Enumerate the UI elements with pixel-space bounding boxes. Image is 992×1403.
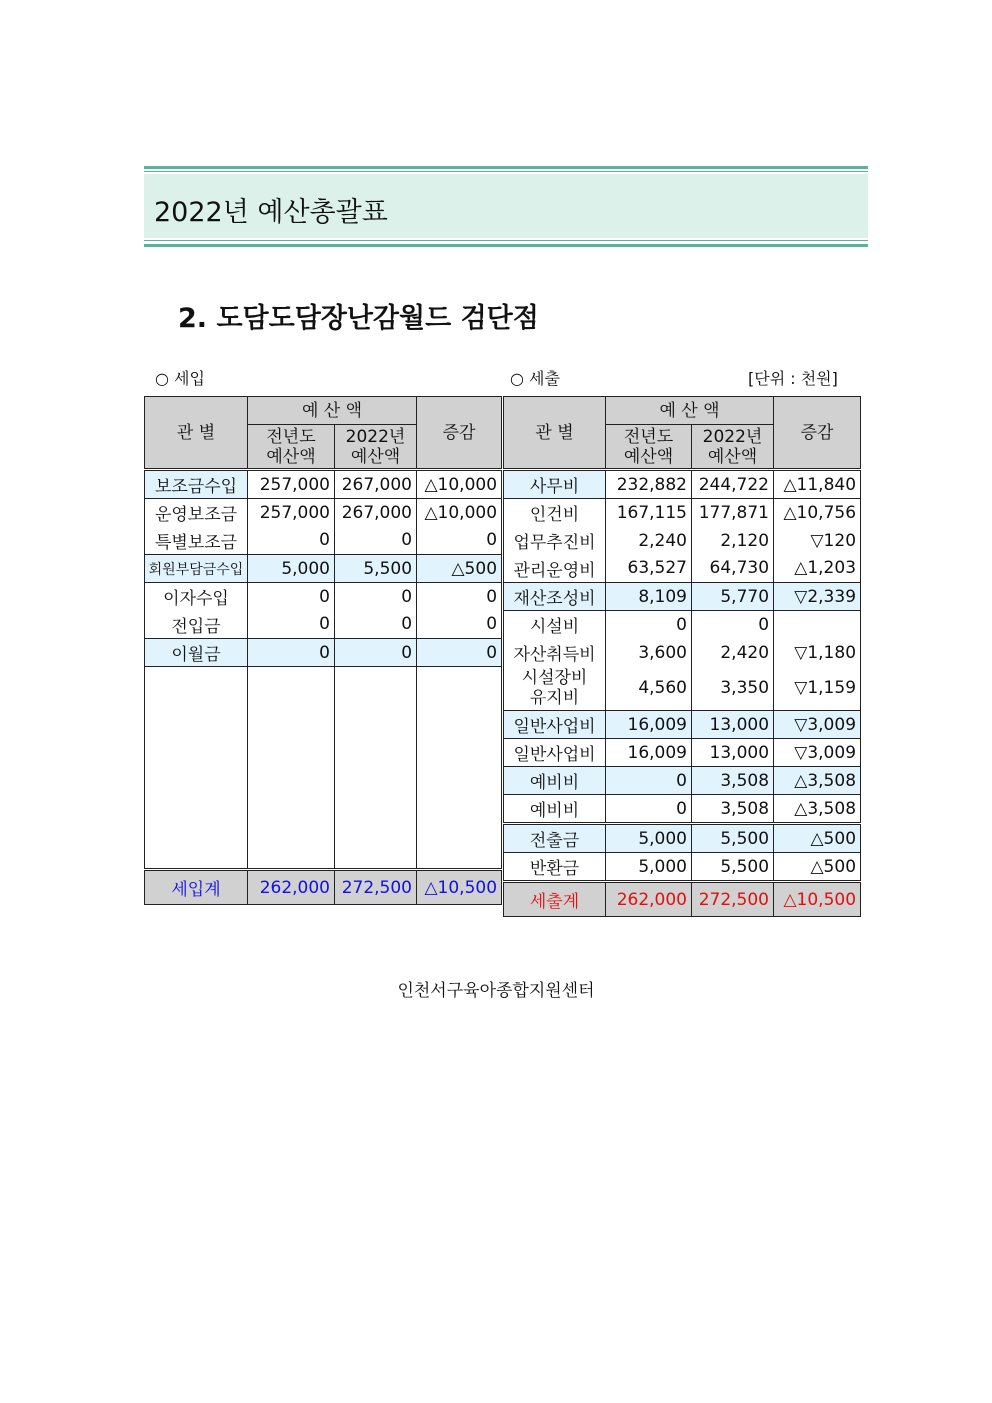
empty-cell [145,667,248,870]
row-name [504,667,606,711]
table-row [145,639,502,667]
table-row [504,853,861,882]
row-prev: 257,000 [248,499,335,527]
row-cur: 5,500 [335,555,417,583]
row-name: 자산취득비 [504,639,606,667]
total-prev: 262,000 [606,882,692,917]
row-diff: △10,756 [774,499,861,527]
title-band [144,166,868,250]
expense-category-header: 관 별 [504,397,606,470]
row-name: 이자수입 [145,583,248,611]
row-name: 사무비 [504,470,606,499]
row-diff [774,611,861,639]
row-diff: ▽1,159 [774,667,861,711]
table-row [504,583,861,611]
row-prev: 8,109 [606,583,692,611]
row-prev: 0 [606,795,692,824]
row-diff: 0 [417,583,502,611]
row-name: 업무추진비 [504,527,606,555]
footer-organization: 인천서구육아종합지원센터 [397,981,595,1001]
row-diff: △10,000 [417,470,502,499]
row-prev: 0 [606,611,692,639]
expense-table [503,396,861,917]
row-diff: ▽3,009 [774,711,861,739]
row-name: 일반사업비 [504,711,606,739]
table-row [504,470,861,499]
row-prev: 4,560 [606,667,692,711]
table-row [504,555,861,583]
page-title: 2022년 예산총괄표 [154,197,388,228]
row-prev: 0 [248,527,335,555]
total-diff: △10,500 [774,882,861,917]
row-diff: △500 [774,824,861,853]
row-prev: 5,000 [248,555,335,583]
table-row [504,711,861,739]
table-row [504,639,861,667]
empty-cell [335,667,417,870]
row-prev: 63,527 [606,555,692,583]
total-name: 세출계 [504,882,606,917]
income-label: ○ 세입 [155,369,205,388]
row-diff: ▽120 [774,527,861,555]
row-cur: 0 [335,639,417,667]
total-prev: 262,000 [248,870,335,905]
title-rule-bottom [144,244,868,247]
row-prev: 0 [248,611,335,639]
row-cur: 244,722 [692,470,774,499]
row-diff: △1,203 [774,555,861,583]
row-prev: 167,115 [606,499,692,527]
row-cur: 267,000 [335,499,417,527]
total-cur: 272,500 [335,870,417,905]
row-name: 인건비 [504,499,606,527]
total-name: 세입계 [145,870,248,905]
row-diff: △3,508 [774,795,861,824]
table-row [145,470,502,499]
income-prev-header: 전년도 예산액 [248,425,335,470]
row-cur: 267,000 [335,470,417,499]
row-cur: 0 [335,583,417,611]
row-name: 예비비 [504,795,606,824]
table-row [504,795,861,824]
income-category-header: 관 별 [145,397,248,470]
row-cur: 177,871 [692,499,774,527]
row-prev: 232,882 [606,470,692,499]
row-name: 예비비 [504,767,606,795]
empty-cell [248,667,335,870]
table-row [504,767,861,795]
row-cur: 0 [335,527,417,555]
row-diff: ▽2,339 [774,583,861,611]
row-prev: 0 [248,583,335,611]
expense-total-row [504,882,861,917]
row-diff: ▽3,009 [774,739,861,767]
table-row [145,499,502,527]
row-cur: 5,500 [692,824,774,853]
row-prev: 0 [248,639,335,667]
table-row [504,739,861,767]
row-prev: 16,009 [606,739,692,767]
row-prev: 2,240 [606,527,692,555]
row-name: 운영보조금 [145,499,248,527]
empty-cell [417,667,502,870]
table-row [145,583,502,611]
row-cur: 13,000 [692,711,774,739]
row-name: 반환금 [504,853,606,882]
row-cur: 5,770 [692,583,774,611]
row-name-text: 시설장비 유지비 [521,668,588,709]
row-prev: 0 [606,767,692,795]
row-name: 일반사업비 [504,739,606,767]
row-name: 재산조성비 [504,583,606,611]
row-cur: 13,000 [692,739,774,767]
row-cur: 64,730 [692,555,774,583]
row-name: 특별보조금 [145,527,248,555]
row-prev: 5,000 [606,824,692,853]
row-name: 보조금수입 [145,470,248,499]
total-cur: 272,500 [692,882,774,917]
section-title: 2. 도담도담장난감월드 검단점 [178,303,539,334]
row-name: 관리운영비 [504,555,606,583]
row-diff: △10,000 [417,499,502,527]
expense-prev-header: 전년도 예산액 [606,425,692,470]
income-change-header: 증감 [417,397,502,470]
title-rule-top-thin [144,171,868,172]
row-diff: △500 [417,555,502,583]
income-cur-header: 2022년 예산액 [335,425,417,470]
expense-cur-header: 2022년 예산액 [692,425,774,470]
row-prev: 257,000 [248,470,335,499]
total-diff: △10,500 [417,870,502,905]
row-diff: △11,840 [774,470,861,499]
row-cur: 2,120 [692,527,774,555]
title-rule-bottom-thin [144,240,868,241]
expense-budget-header: 예 산 액 [606,397,774,425]
row-name: 전출금 [504,824,606,853]
table-row [504,499,861,527]
table-row [504,527,861,555]
table-row [504,611,861,639]
title-rule-top [144,166,868,169]
row-cur: 3,350 [692,667,774,711]
expense-change-header: 증감 [774,397,861,470]
income-budget-header: 예 산 액 [248,397,417,425]
row-diff: 0 [417,611,502,639]
row-diff: ▽1,180 [774,639,861,667]
row-prev: 5,000 [606,853,692,882]
row-name: 전입금 [145,611,248,639]
row-diff: 0 [417,639,502,667]
row-name: 회원부담금수입 [145,555,248,583]
table-row [145,611,502,639]
income-table [144,396,502,905]
table-row [145,527,502,555]
row-cur: 3,508 [692,767,774,795]
table-row [504,667,861,711]
unit-label: [단위 : 천원] [748,369,838,388]
row-cur: 0 [335,611,417,639]
row-cur: 3,508 [692,795,774,824]
empty-row [145,667,502,870]
income-total-row [145,870,502,905]
row-name: 시설비 [504,611,606,639]
row-name: 이월금 [145,639,248,667]
row-prev: 16,009 [606,711,692,739]
row-cur: 2,420 [692,639,774,667]
row-diff: △500 [774,853,861,882]
table-row [145,555,502,583]
row-cur: 0 [692,611,774,639]
row-cur: 5,500 [692,853,774,882]
row-diff: △3,508 [774,767,861,795]
expense-label: ○ 세출 [510,369,560,388]
row-prev: 3,600 [606,639,692,667]
row-diff: 0 [417,527,502,555]
table-row [504,824,861,853]
